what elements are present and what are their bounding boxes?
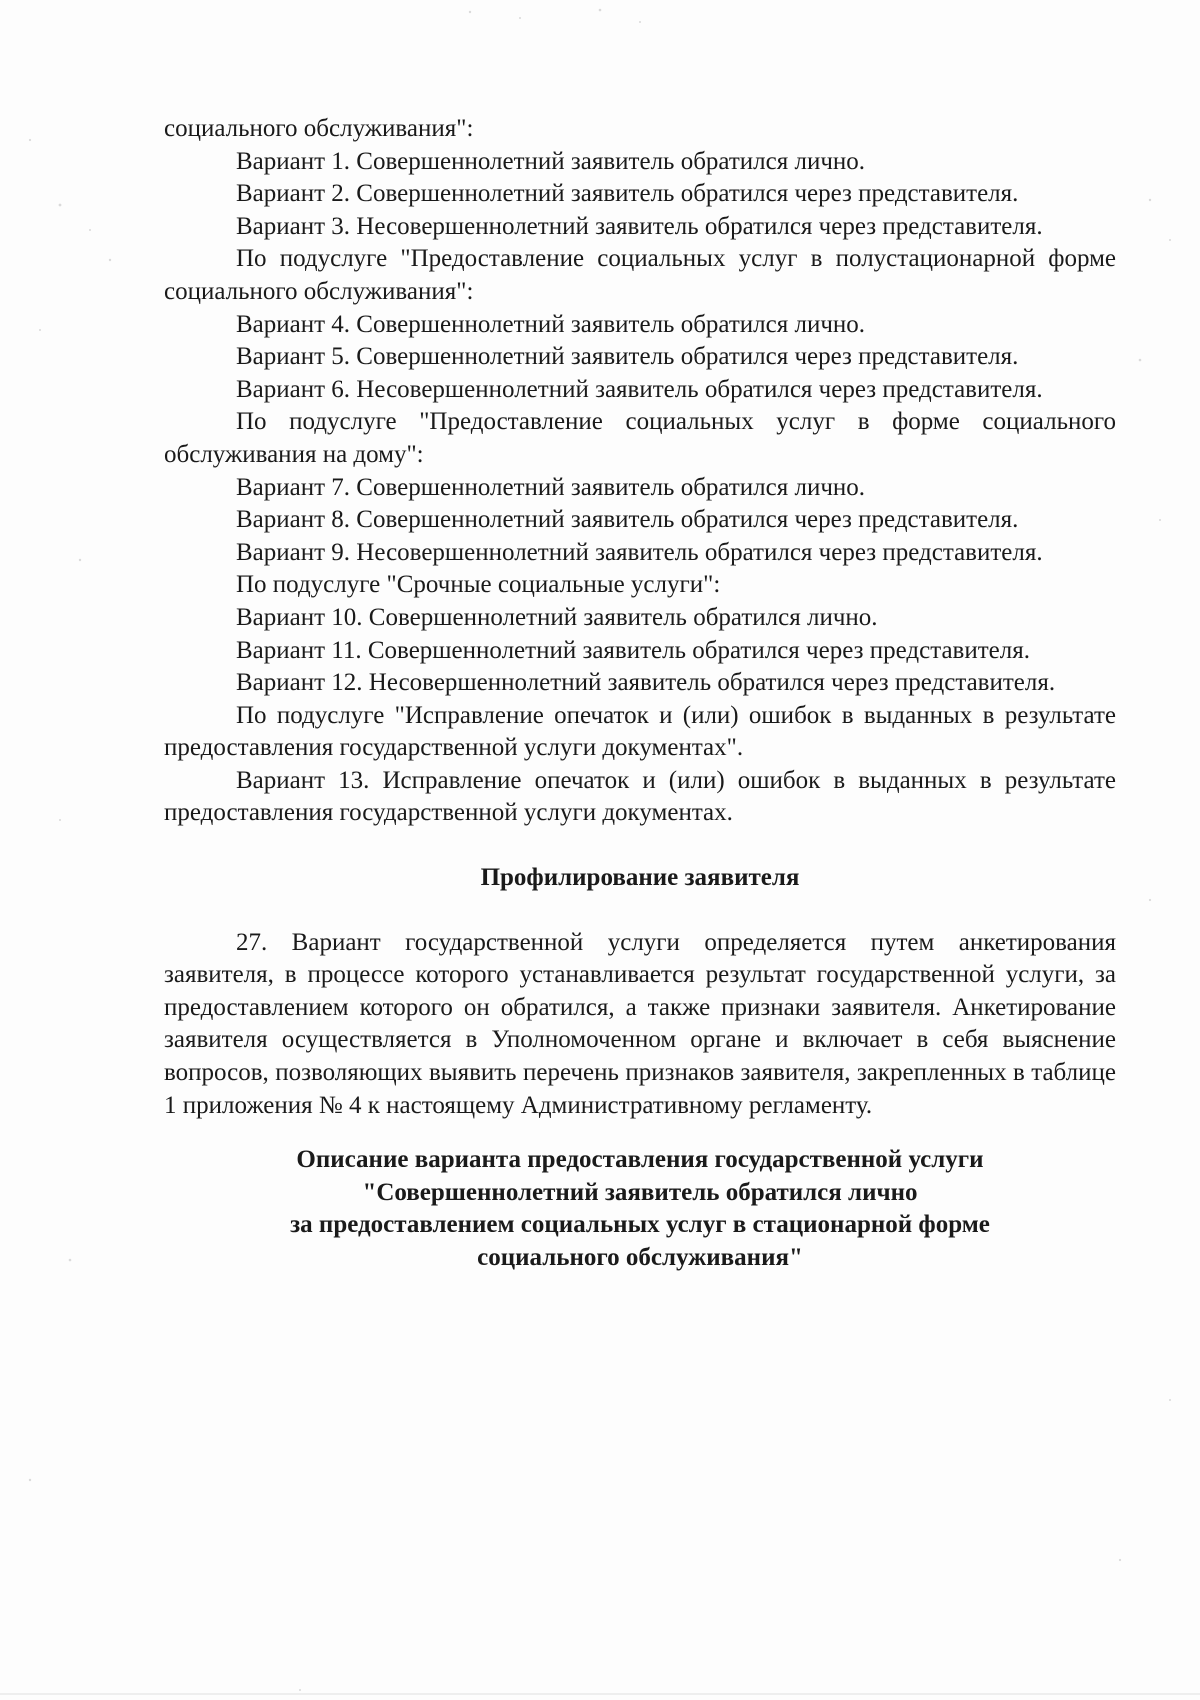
- text-line: Вариант 8. Совершеннолетний заявитель обратился через представителя.: [236, 506, 1019, 534]
- text-line: По подуслуге "Срочные социальные услуги":: [236, 571, 721, 599]
- spacer: [164, 830, 1116, 862]
- text-line: Вариант 9. Несовершеннолетний заявитель обратился через представителя.: [236, 538, 1043, 566]
- text-line: Вариант 4. Совершеннолетний заявитель обратился лично.: [236, 310, 866, 338]
- document-body: [164, 113, 1116, 1275]
- section-heading-variant-line-3: за предоставлением социальных услуг в стационарной форме: [290, 1211, 990, 1239]
- text-line: Вариант 12. Несовершеннолетний заявитель обратился через представителя.: [236, 669, 1056, 697]
- text-line: Вариант 5. Совершеннолетний заявитель обратился через представителя.: [236, 343, 1019, 371]
- text-line: Вариант 3. Несовершеннолетний заявитель обратился через представителя.: [236, 212, 1043, 240]
- text-line: Вариант 1. Совершеннолетний заявитель обратился лично.: [236, 147, 866, 175]
- section-heading-variant-line-1: Описание варианта предоставления государственной услуги: [296, 1146, 984, 1174]
- text-line: По подуслуге "Предоставление социальных услуг в полустационарной форме социального обслуживания":: [164, 245, 1116, 305]
- paragraph-27: 27. Вариант государственной услуги определяется путем анкетирования заявителя, в процессе которого устанавливается результат государственной услуги, за предоставлением которого он обратился, а также признаки заявителя. Анкетирование заявителя осуществляется в Уполномоченном органе и включает в себя выяснение вопросов, позволяющих выявить перечень признаков заявителя, закрепленных в таблице 1 приложения № 4 к настоящему Административному регламенту.: [164, 928, 1116, 1119]
- text-line: Вариант 2. Совершеннолетний заявитель обратился через представителя.: [236, 180, 1019, 208]
- text-line: По подуслуге "Исправление опечаток и (или) ошибок в выданных в результате предоставления государственной услуги документах".: [164, 701, 1116, 762]
- spacer: [164, 895, 1116, 927]
- text-line: социального обслуживания":: [164, 115, 474, 142]
- spacer: [164, 1122, 1116, 1144]
- section-heading-profile: Профилирование заявителя: [480, 864, 800, 892]
- section-heading-variant-line-2: "Совершеннолетний заявитель обратился лично: [362, 1178, 918, 1206]
- text-line: Вариант 6. Несовершеннолетний заявитель обратился через представителя.: [236, 375, 1043, 403]
- text-line: Вариант 11. Совершеннолетний заявитель обратился через представителя.: [236, 636, 1030, 664]
- text-line: Вариант 13. Исправление опечаток и (или) ошибок в выданных в результате предоставления государственной услуги документах.: [164, 766, 1116, 827]
- text-line: По подуслуге "Предоставление социальных услуг в форме социального обслуживания на дому":: [164, 408, 1116, 468]
- text-line: Вариант 7. Совершеннолетний заявитель обратился лично.: [236, 473, 866, 501]
- text-line: Вариант 10. Совершеннолетний заявитель обратился лично.: [236, 603, 878, 631]
- section-heading-variant-line-4: социального обслуживания": [477, 1244, 803, 1271]
